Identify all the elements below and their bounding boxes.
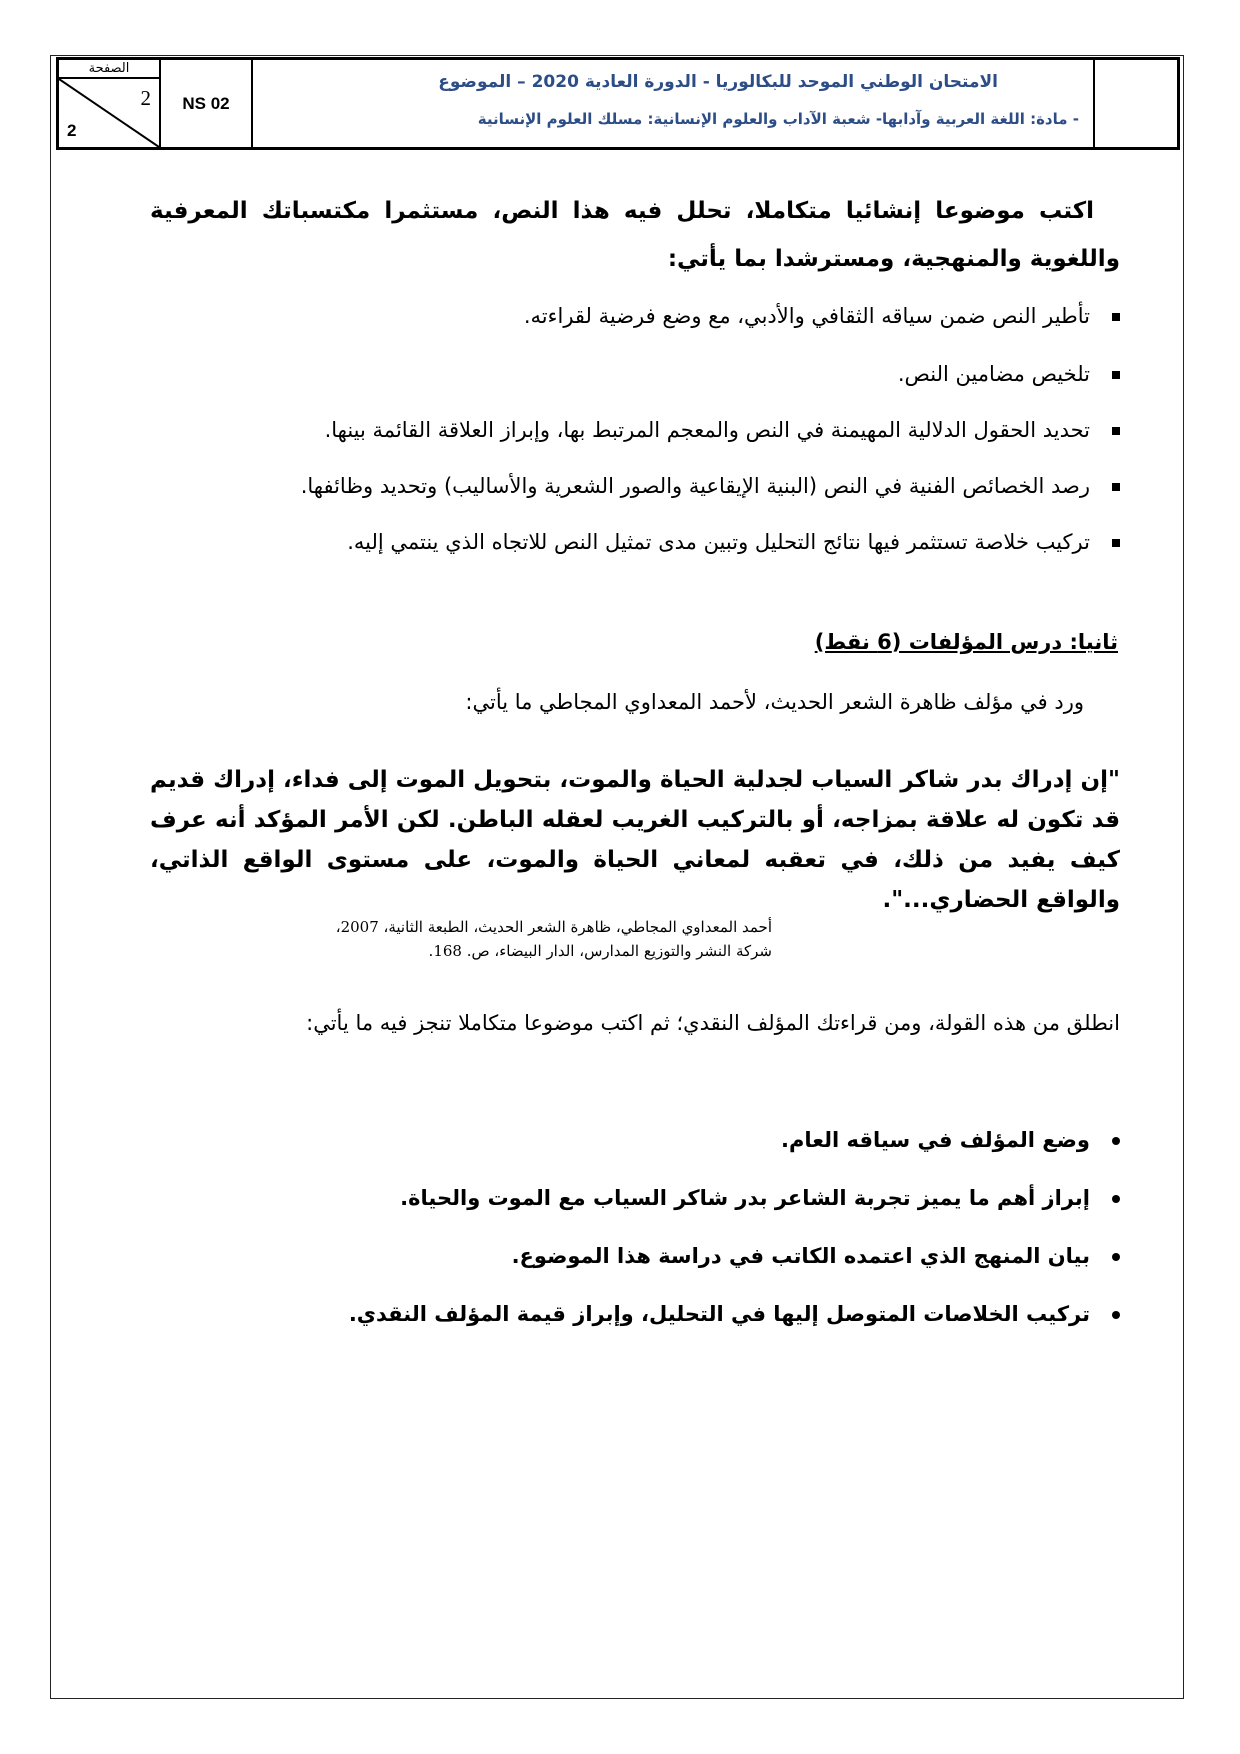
square-bullet-icon	[1112, 313, 1120, 321]
dot-bullet-icon	[1112, 1195, 1120, 1203]
square-bullet-icon	[1112, 427, 1120, 435]
part1-intro: اكتب موضوعا إنشائيا متكاملا، تحلل فيه هذا النص، مستثمرا مكتسباتك المعرفية واللغوية والمنهجية، ومسترشدا بما يأتي:	[150, 198, 1120, 272]
dot-bullet-icon	[1112, 1253, 1120, 1261]
exam-subject: - مادة: اللغة العربية وآدابها- شعبة الآداب والعلوم الإنسانية: مسلك العلوم الإنسانية	[477, 110, 1079, 128]
page-number: 2	[140, 86, 151, 110]
page-total: 2	[67, 121, 77, 140]
exam-code: NS 02	[161, 60, 253, 147]
list-item: بيان المنهج الذي اعتمده الكاتب في دراسة هذا الموضوع.	[512, 1244, 1120, 1268]
header-blank-cell	[1095, 60, 1177, 147]
section-title: ثانيا: درس المؤلفات (6 نقط)	[814, 630, 1118, 654]
exam-header	[56, 57, 1180, 150]
page-number-cell	[59, 60, 161, 147]
citation-line: أحمد المعداوي المجاطي، ظاهرة الشعر الحديث، الطبعة الثانية، 2007،	[335, 918, 772, 936]
list-item: وضع المؤلف في سياقه العام.	[781, 1128, 1120, 1152]
list-item: تحديد الحقول الدلالية المهيمنة في النص والمعجم المرتبط بها، وإبراز العلاقة القائمة بينها.	[325, 418, 1120, 442]
exam-title: الامتحان الوطني الموحد للبكالوريا - الدورة العادية 2020 – الموضوع	[438, 72, 998, 92]
list-item: تركيب خلاصة تستثمر فيها نتائج التحليل وتبين مدى تمثيل النص للاتجاه الذي ينتمي إليه.	[347, 530, 1120, 554]
page-label: الصفحة	[88, 61, 130, 76]
quotation: "إن إدراك بدر شاكر السياب لجدلية الحياة والموت، بتحويل الموت إلى فداء، إدراك قديم قد تكون له علاقة بمزاجه، أو بالتركيب الغريب لعقله الباطن. لكن الأمر المؤكد أنه عرف كيف يفيد من ذلك، في تعقبه لمعاني الحياة والموت، على مستوى الواقع الذاتي، والواقع الحضاري...".	[150, 767, 1120, 913]
dot-bullet-icon	[1112, 1311, 1120, 1319]
square-bullet-icon	[1112, 371, 1120, 379]
quote-lead: ورد في مؤلف ظاهرة الشعر الحديث، لأحمد المعداوي المجاطي ما يأتي:	[465, 690, 1084, 714]
list-item: رصد الخصائص الفنية في النص (البنية الإيقاعية والصور الشعرية والأساليب) وتحديد وظائفها.	[301, 474, 1120, 498]
dot-bullet-icon	[1112, 1137, 1120, 1145]
citation	[336, 915, 772, 963]
list-item: تأطير النص ضمن سياقه الثقافي والأدبي، مع وضع فرضية لقراءته.	[524, 304, 1120, 328]
list-item: تركيب الخلاصات المتوصل إليها في التحليل، وإبراز قيمة المؤلف النقدي.	[349, 1302, 1120, 1326]
part2-instruction: انطلق من هذه القولة، ومن قراءتك المؤلف النقدي؛ ثم اكتب موضوعا متكاملا تنجز فيه ما يأتي:	[306, 1011, 1120, 1035]
list-item: إبراز أهم ما يميز تجربة الشاعر بدر شاكر السياب مع الموت والحياة.	[400, 1186, 1120, 1210]
square-bullet-icon	[1112, 483, 1120, 491]
exam-title-cell	[253, 60, 1095, 147]
square-bullet-icon	[1112, 539, 1120, 547]
list-item: تلخيص مضامين النص.	[898, 362, 1120, 386]
citation-line: شركة النشر والتوزيع المدارس، الدار البيضاء، ص. 168.	[428, 942, 772, 960]
